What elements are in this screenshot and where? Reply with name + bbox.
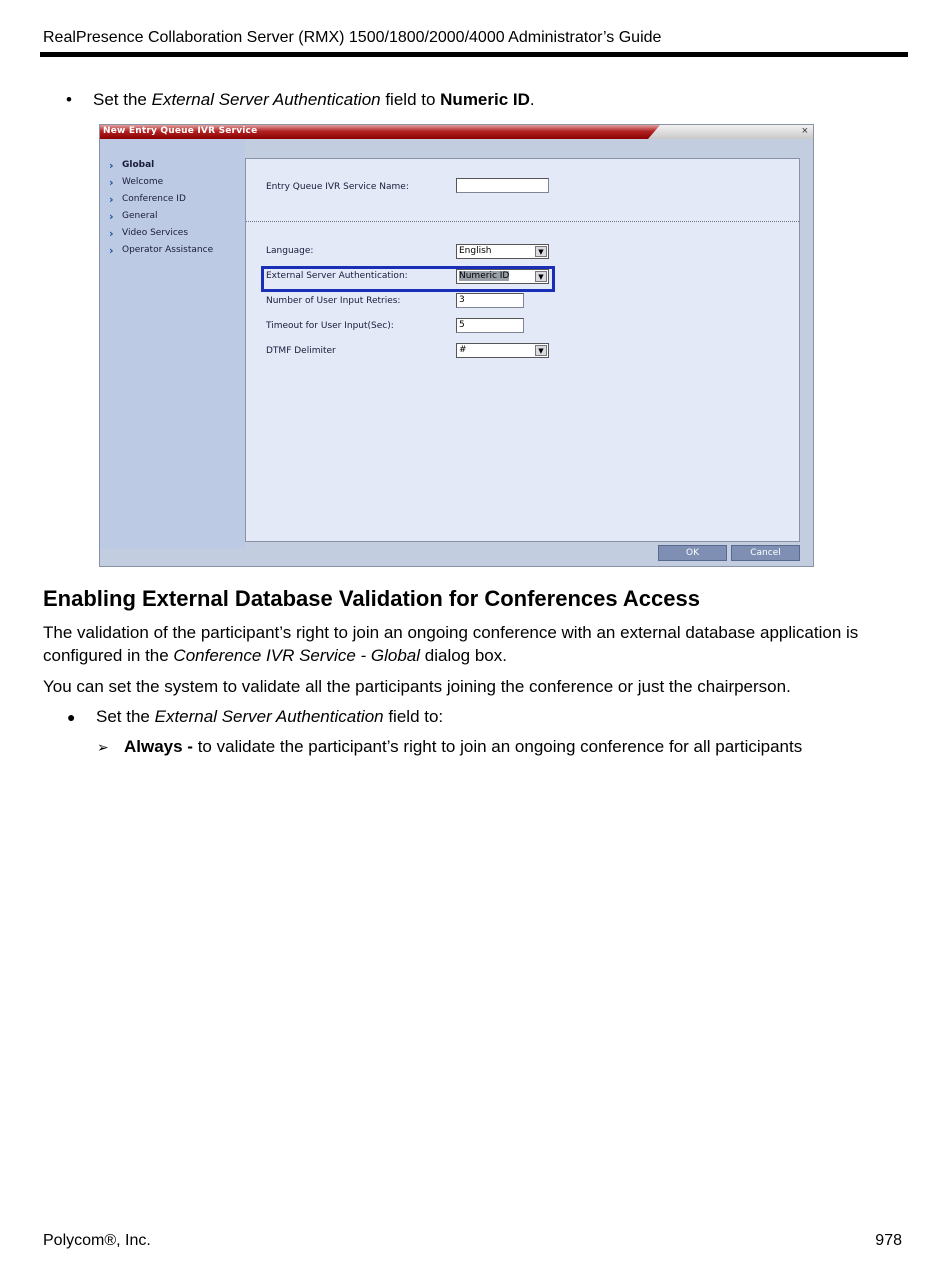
ext-auth-select[interactable] [456,269,549,284]
nav-item-label: General [122,211,158,221]
close-icon[interactable]: × [801,125,808,137]
nav-item-conference-id[interactable] [109,193,186,206]
intro-prefix: Set the [93,90,152,109]
intro-suffix: . [529,90,535,109]
chevron-right-icon: › [109,244,114,257]
panel-separator [246,221,799,222]
ext-auth-label: External Server Authentication: [266,271,408,281]
nav-item-operator-assistance[interactable] [109,244,214,257]
arrow-bullet-icon: ➢ [97,739,109,755]
footer-company: Polycom®, Inc. [43,1232,151,1249]
nav-item-welcome[interactable] [109,176,164,189]
chevron-right-icon: › [109,176,114,189]
dtmf-value: # [459,345,467,355]
nav-item-label: Welcome [122,177,164,187]
ext-auth-value: Numeric ID [459,271,510,281]
nav-item-global[interactable] [109,159,155,172]
sub-bullet-always [97,735,802,759]
language-label: Language: [266,246,314,256]
dialog-title: New Entry Queue IVR Service [103,126,258,136]
nav-item-label: Operator Assistance [122,245,214,255]
chevron-down-icon: ▼ [535,345,547,356]
bullet-prefix: Set the [96,707,155,726]
chevron-right-icon: › [109,193,114,206]
section-paragraph-1 [43,621,913,667]
dialog-title-bar-tail [648,125,813,139]
intro-bullet [66,88,535,111]
dtmf-select[interactable] [456,343,549,358]
chevron-right-icon: › [109,159,114,172]
chevron-right-icon: › [109,227,114,240]
chevron-right-icon: › [109,210,114,223]
page-header-title: RealPresence Collaboration Server (RMX) 1500/1800/2000/4000 Administrator’s Guide [43,29,662,46]
sub-bullet-text: to validate the participant’s right to join an ongoing conference for all participants [192,737,803,756]
ivr-service-dialog [99,124,814,567]
intro-value: Numeric ID [440,90,530,109]
bullet-suffix: field to: [383,707,444,726]
section-heading: Enabling External Database Validation for Conferences Access [43,586,700,611]
bullet-field-name: External Server Authentication [154,707,384,726]
nav-item-label: Global [122,160,155,170]
section-paragraph-2: You can set the system to validate all the participants joining the conference or just the chairperson. [43,677,791,696]
nav-item-video-services[interactable] [109,227,189,240]
nav-item-label: Conference ID [122,194,186,204]
service-name-label: Entry Queue IVR Service Name: [266,182,409,192]
para1-text-a: The validation of the participant’s right to join an ongoing conference with an external database application is configured in the [43,623,859,665]
chevron-down-icon: ▼ [535,246,547,257]
timeout-label: Timeout for User Input(Sec): [266,321,394,331]
retries-input[interactable]: 3 [456,293,524,308]
bullet-marker: ● [67,709,76,725]
timeout-input[interactable]: 5 [456,318,524,333]
language-value: English [459,246,492,256]
bullet-marker: • [66,90,72,109]
intro-middle: field to [380,90,441,109]
nav-item-label: Video Services [122,228,189,238]
dtmf-label: DTMF Delimiter [266,346,336,356]
header-rule [40,52,908,57]
service-name-input[interactable] [456,178,549,193]
dialog-nav [100,139,245,549]
sub-bullet-term: Always - [124,737,193,756]
section-bullet [67,705,443,729]
ok-button[interactable]: OK [658,545,727,561]
cancel-button[interactable]: Cancel [731,545,800,561]
language-select[interactable] [456,244,549,259]
footer-page-number: 978 [875,1232,902,1249]
intro-field-name: External Server Authentication [151,90,381,109]
retries-label: Number of User Input Retries: [266,296,401,306]
chevron-down-icon: ▼ [535,271,547,282]
nav-item-general[interactable] [109,210,158,223]
para1-text-b: dialog box. [420,646,507,665]
global-settings-panel [245,158,800,542]
para1-emphasis: Conference IVR Service - Global [173,646,421,665]
